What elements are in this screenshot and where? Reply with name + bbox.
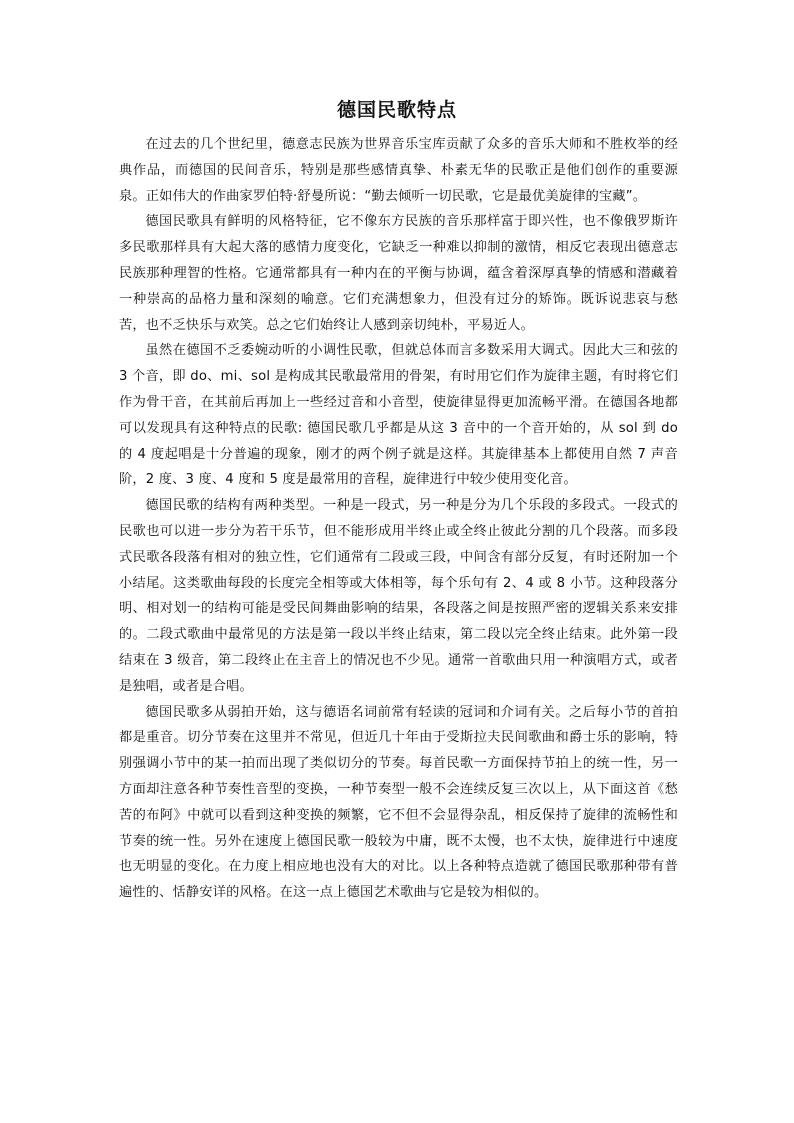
paragraph-4: 德国民歌的结构有两种类型。一种是一段式，另一种是分为几个乐段的多段式。一段式的民歌也可以进一步分为若干乐节，但不能形成用半终止或全终止彼此分割的几个段落。而多段式民歌各段落有相对的独立性，它们通常有二段或三段，中间含有部分反复，有时还附加一个小结尾。这类歌曲每段的长度完全相等或大体相等，每个乐句有 2、4 或 8 小节。这种段落分明、相对划一的结构可能是受民间舞曲影响的结果，各段落之间是按照严密的逻辑关系来安排的。二段式歌曲中最常见的方法是第一段以半终止结束，第二段以完全终止结束。此外第一段结束在 3 级音，第二段终止在主音上的情况也不少见。通常一首歌曲只用一种演唱方式，或者是独唱，或者是合唱。 <box>119 498 678 694</box>
paragraph-1: 在过去的几个世纪里，德意志民族为世界音乐宝库贡献了众多的音乐大师和不胜枚举的经典作品，而德国的民间音乐，特别是那些感情真挚、朴素无华的民歌正是他们创作的重要源泉。正如伟大的作曲家罗伯特·舒曼所说：“勤去倾听一切民歌，它是最优美旋律的宝藏”。 <box>119 137 678 204</box>
document-title: 德国民歌特点 <box>336 99 457 121</box>
document-body <box>119 132 678 906</box>
paragraph-5: 德国民歌多从弱拍开始，这与德语名词前常有轻读的冠词和介词有关。之后每小节的首拍都是重音。切分节奏在这里并不常见，但近几十年由于受斯拉夫民间歌曲和爵士乐的影响，特别强调小节中的某一拍而出现了类似切分的节奏。每首民歌一方面保持节拍上的统一性，另一方面却注意各种节奏性音型的变换，一种节奏型一般不会连续反复三次以上，从下面这首《愁苦的布阿》中就可以看到这种变换的频繁，它不但不会显得杂乱，相反保持了旋律的流畅性和节奏的统一性。另外在速度上德国民歌一般较为中庸，既不太慢，也不太快，旋律进行中速度也无明显的变化。在力度上相应地也没有大的对比。以上各种特点造就了德国民歌那种带有普遍性的、恬静安详的风格。在这一点上德国艺术歌曲与它是较为相似的。 <box>119 704 678 901</box>
paragraph-2: 德国民歌具有鲜明的风格特征，它不像东方民族的音乐那样富于即兴性，也不像俄罗斯许多民歌那样具有大起大落的感情力度变化，它缺乏一种难以抑制的激情，相反它表现出德意志民族那种理智的性格。它通常都具有一种内在的平衡与协调，蕴含着深厚真挚的情感和潜藏着一种崇高的品格力量和深刻的喻意。它们充满想象力，但没有过分的矫饰。既诉说悲哀与愁苦，也不乏快乐与欢笑。总之它们始终让人感到亲切纯朴，平易近人。 <box>119 214 678 333</box>
paragraph-3: 虽然在德国不乏委婉动听的小调性民歌，但就总体而言多数采用大调式。因此大三和弦的 3 个音，即 do、mi、sol 是构成其民歌最常用的骨架，有时用它们作为旋律主题，有时将它们作为骨干音，在其前后再加上一些经过音和小音型，使旋律显得更加流畅平滑。在德国各地都可以发现具有这种特点的民歌: 德国民歌几乎都是从这 3 音中的一个音开始的，从 sol 到 do 的 4 度起唱是十分普遍的现象，刚才的两个例子就是这样。其旋律基本上都使用自然 7 声音阶，2 度、3 度、4 度和 5 度是最常用的音程，旋律进行中较少使用变化音。 <box>119 343 678 488</box>
